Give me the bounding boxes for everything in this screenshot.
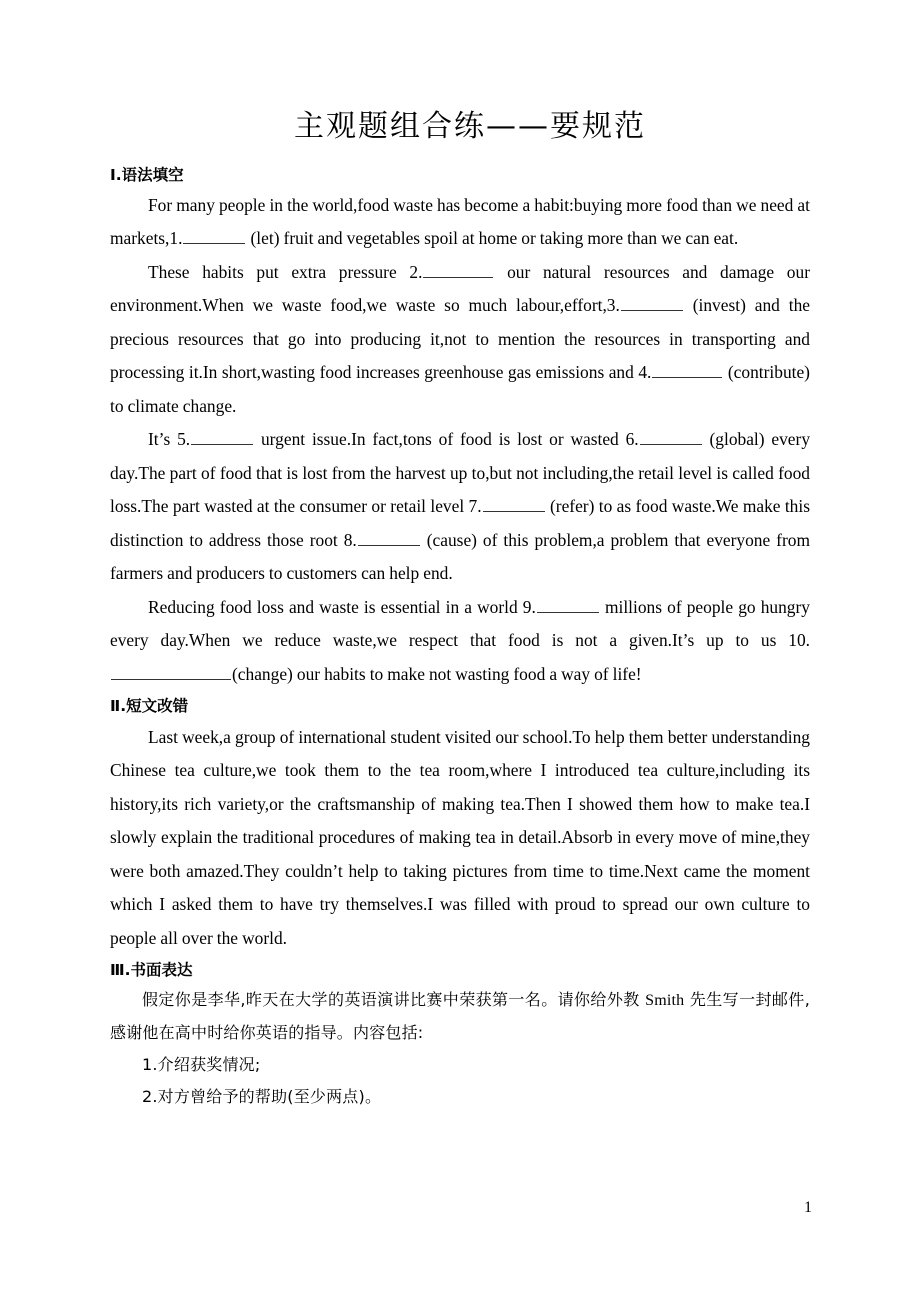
fill-blank-8[interactable] <box>358 530 420 546</box>
section-heading-writing <box>110 959 810 982</box>
grammar-paragraph-2-text-d: (contribute) to climate change. <box>110 362 810 416</box>
grammar-paragraph-4 <box>110 591 810 692</box>
grammar-paragraph-4-text-a: Reducing food loss and waste is essential in a world 9. <box>148 596 536 617</box>
section-heading-grammar-fill <box>110 164 810 187</box>
writing-prompt-text-a: 假定你是李华,昨天在大学的英语演讲比赛中荣获第一名。请你给外教 <box>142 990 646 1010</box>
writing-prompt-text-b: 先生写一封邮件,感谢他在高中时给你英语的指导。内容包括: <box>110 990 810 1043</box>
grammar-paragraph-2-text-a: These habits put extra pressure 2. <box>148 261 423 282</box>
grammar-paragraph-3-text-d: (refer) to as food waste.We make this distinction to address those root 8. <box>110 496 810 550</box>
grammar-paragraph-1 <box>110 189 810 256</box>
fill-blank-5[interactable] <box>191 429 253 445</box>
grammar-paragraph-1-text-b: (let) fruit and vegetables spoil at home or taking more than we can eat. <box>250 228 739 249</box>
section-heading-grammar-fill-label: Ⅰ.语法填空 <box>110 165 184 184</box>
fill-blank-7[interactable] <box>483 496 545 512</box>
grammar-paragraph-3-text-b: urgent issue.In fact,tons of food is lost or wasted 6. <box>260 429 639 450</box>
grammar-paragraph-3-text-c: (global) every day.The part of food that is lost from the harvest up to,but not including,the retail level is called food loss.The part wasted at the consumer or retail level 7. <box>110 429 811 517</box>
grammar-paragraph-2-text-b: our natural resources and damage our environment.When we waste food,we waste so much labour,effort,3. <box>110 261 810 316</box>
fill-blank-2[interactable] <box>423 262 493 278</box>
section-heading-writing-label: Ⅲ.书面表达 <box>110 961 193 979</box>
section-heading-error-correction-label: Ⅱ.短文改错 <box>110 697 189 716</box>
writing-prompt-name: Smith <box>645 992 685 1010</box>
grammar-paragraph-3-text-a: It’s 5. <box>148 429 191 450</box>
writing-prompt <box>110 984 810 1049</box>
writing-requirement-item-1: 1.介绍获奖情况; <box>142 1055 261 1075</box>
writing-requirement-item-2: 2.对方曾给予的帮助(至少两点)。 <box>142 1087 382 1107</box>
section-heading-error-correction <box>110 695 810 718</box>
page-content <box>110 108 810 1113</box>
grammar-paragraph-3-text-e: (cause) of this problem,a problem that everyone from farmers and producers to customers can help end. <box>110 529 810 584</box>
fill-blank-6[interactable] <box>640 429 702 445</box>
page-title: 主观题组合练——要规范 <box>294 109 646 144</box>
fill-blank-1[interactable] <box>183 228 245 244</box>
grammar-paragraph-2 <box>110 256 810 424</box>
grammar-paragraph-4-text-c: (change) our habits to make not wasting food a way of life! <box>232 663 642 684</box>
grammar-paragraph-1-text-a: For many people in the world,food waste has become a habit:buying more food than we need at markets,1. <box>110 194 810 249</box>
fill-blank-9[interactable] <box>537 597 599 613</box>
fill-blank-3[interactable] <box>621 295 683 311</box>
fill-blank-10[interactable] <box>111 664 231 680</box>
fill-blank-4[interactable] <box>652 362 722 378</box>
page-number: 1 <box>804 1199 812 1216</box>
grammar-paragraph-2-text-c: (invest) and the precious resources that go into producing it,not to mention the resources in transporting and processing it.In short,wasting food increases greenhouse gas emissions and 4. <box>110 295 810 383</box>
error-correction-paragraph: Last week,a group of international student visited our school.To help them better understanding Chinese tea culture,we took them to the tea room,where I introduced tea culture,including its history,its rich variety,or the craftsmanship of making tea.Then I showed them how to make tea.I slowly explain the traditional procedures of making tea in detail.Absorb in every move of mine,they were both amazed.They couldn’t help to taking pictures from time to time.Next came the moment which I asked them to have try themselves.I was filled with proud to spread our own culture to people all over the world. <box>110 726 810 948</box>
grammar-paragraph-3 <box>110 423 810 591</box>
grammar-paragraph-4-text-b: millions of people go hungry every day.When we reduce waste,we respect that food is not a given.It’s up to us 10. <box>110 596 810 651</box>
